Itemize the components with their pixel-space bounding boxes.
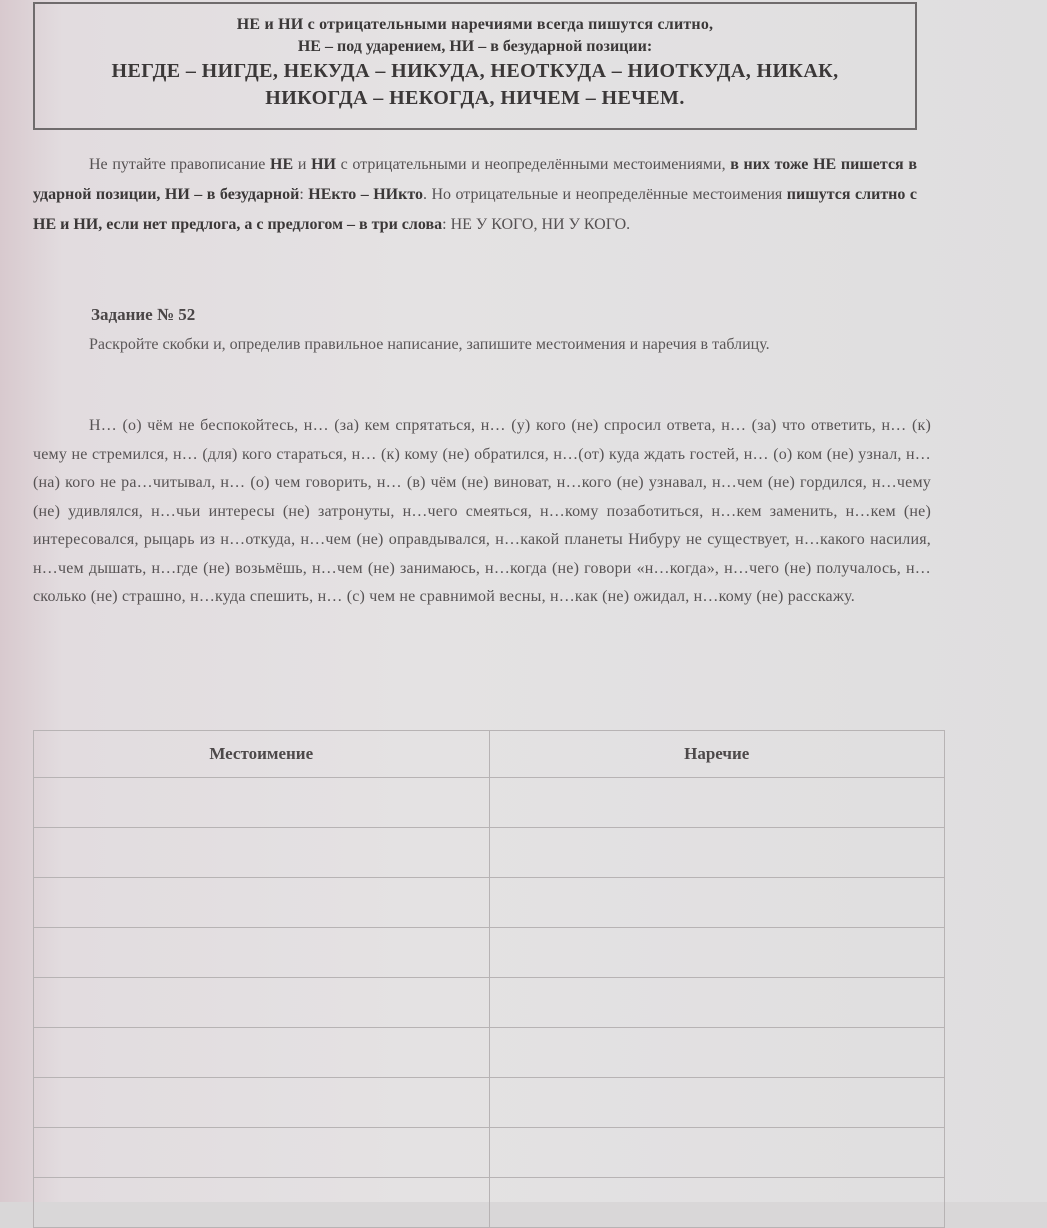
table-cell[interactable]	[34, 878, 490, 928]
table-cell[interactable]	[489, 1178, 945, 1228]
table-cell[interactable]	[34, 828, 490, 878]
rule-note	[33, 150, 917, 240]
table-row	[34, 828, 945, 878]
note-text: с отрицательными и неопределёнными местоимениями,	[335, 156, 731, 173]
note-bold: НЕ	[270, 156, 294, 173]
note-text: : НЕ У КОГО, НИ У КОГО.	[442, 216, 631, 233]
note-text: . Но отрицательные и неопределённые местоимения	[422, 186, 787, 203]
note-bold: НИ	[311, 156, 336, 173]
table-cell[interactable]	[34, 778, 490, 828]
table-row	[34, 878, 945, 928]
note-text: :	[299, 186, 309, 203]
rule-line-4: НИКОГДА – НЕКОГДА, НИЧЕМ – НЕЧЕМ.	[265, 87, 685, 109]
exercise-text	[33, 412, 931, 612]
rule-line-3: НЕГДЕ – НИГДЕ, НЕКУДА – НИКУДА, НЕОТКУДА – НИОТКУДА, НИКАК,	[111, 60, 839, 82]
column-header-adverb: Наречие	[489, 731, 945, 778]
table-cell[interactable]	[489, 1128, 945, 1178]
table-row	[34, 1028, 945, 1078]
table-cell[interactable]	[34, 1178, 490, 1228]
table-row	[34, 978, 945, 1028]
table-row	[34, 1178, 945, 1228]
table-cell[interactable]	[489, 1028, 945, 1078]
table-row	[34, 1078, 945, 1128]
table-cell[interactable]	[34, 1028, 490, 1078]
note-bold: пишутся слитно с НЕ и НИ, если нет предлога, а с предлогом – в три слова	[33, 186, 917, 233]
table-cell[interactable]	[489, 928, 945, 978]
note-text: и	[293, 156, 312, 173]
note-bold: в них тоже НЕ пишется в ударной позиции, НИ – в безударной	[33, 156, 918, 203]
table-cell[interactable]	[34, 978, 490, 1028]
table-cell[interactable]	[489, 828, 945, 878]
table-header-row	[34, 731, 945, 778]
table-cell[interactable]	[489, 778, 945, 828]
answer-table	[33, 730, 945, 1228]
exercise-paragraph: Н… (о) чём не беспокойтесь, н… (за) кем спрятаться, н… (у) кого (не) спросил ответа, н… (за) что ответить, н… (к) чему не стремился, н… (для) кого стараться, н… (к) кому (не) обратился, н…(от) куда ждать гостей, н… (о) ком (не) узнал, н… (на) кого не ра…читывал, н… (о) чем говорить, н… (в) чём (не) виноват, н…кого (не) узнавал, н…чем (не) гордился, н…чему (не) удивлялся, н…чьи интересы (не) затронуты, н…чего смеяться, н…кому позаботиться, н…кем заменить, н…кем (не) интересовался, рыцарь из н…откуда, н…чем (не) оправдывался, н…какой планеты Нибуру не существует, н…какого насилия, н…чем дышать, н…где (не) возьмёшь, н…чем (не) занимаюсь, н…когда (не) говори «н…когда», н…чего (не) получалось, н…сколько (не) страшно, н…куда спешить, н… (с) чем не сравнимой весны, н…как (не) ожидал, н…кому (не) расскажу.	[33, 417, 931, 605]
rule-line-2: НЕ – под ударением, НИ – в безударной позиции:	[297, 38, 653, 55]
table-cell[interactable]	[34, 1128, 490, 1178]
table-row	[34, 778, 945, 828]
task-instruction	[33, 330, 917, 360]
note-bold: НЕкто – НИкто	[308, 186, 423, 203]
task-title: Задание № 52	[91, 305, 196, 324]
table-row	[34, 1128, 945, 1178]
table-row	[34, 928, 945, 978]
table-cell[interactable]	[489, 1078, 945, 1128]
rule-note-paragraph	[33, 150, 917, 240]
rule-line-1: НЕ и НИ с отрицательными наречиями всегда пишутся слитно,	[236, 16, 714, 33]
table-cell[interactable]	[489, 878, 945, 928]
table-cell[interactable]	[489, 978, 945, 1028]
task-instruction-text: Раскройте скобки и, определив правильное написание, запишите местоимения и наречия в таблицу.	[89, 336, 770, 353]
table-cell[interactable]	[34, 928, 490, 978]
table-cell[interactable]	[34, 1078, 490, 1128]
column-header-pronoun: Местоимение	[34, 731, 490, 778]
note-text: Не путайте правописание	[89, 156, 271, 173]
rule-box	[33, 2, 917, 130]
